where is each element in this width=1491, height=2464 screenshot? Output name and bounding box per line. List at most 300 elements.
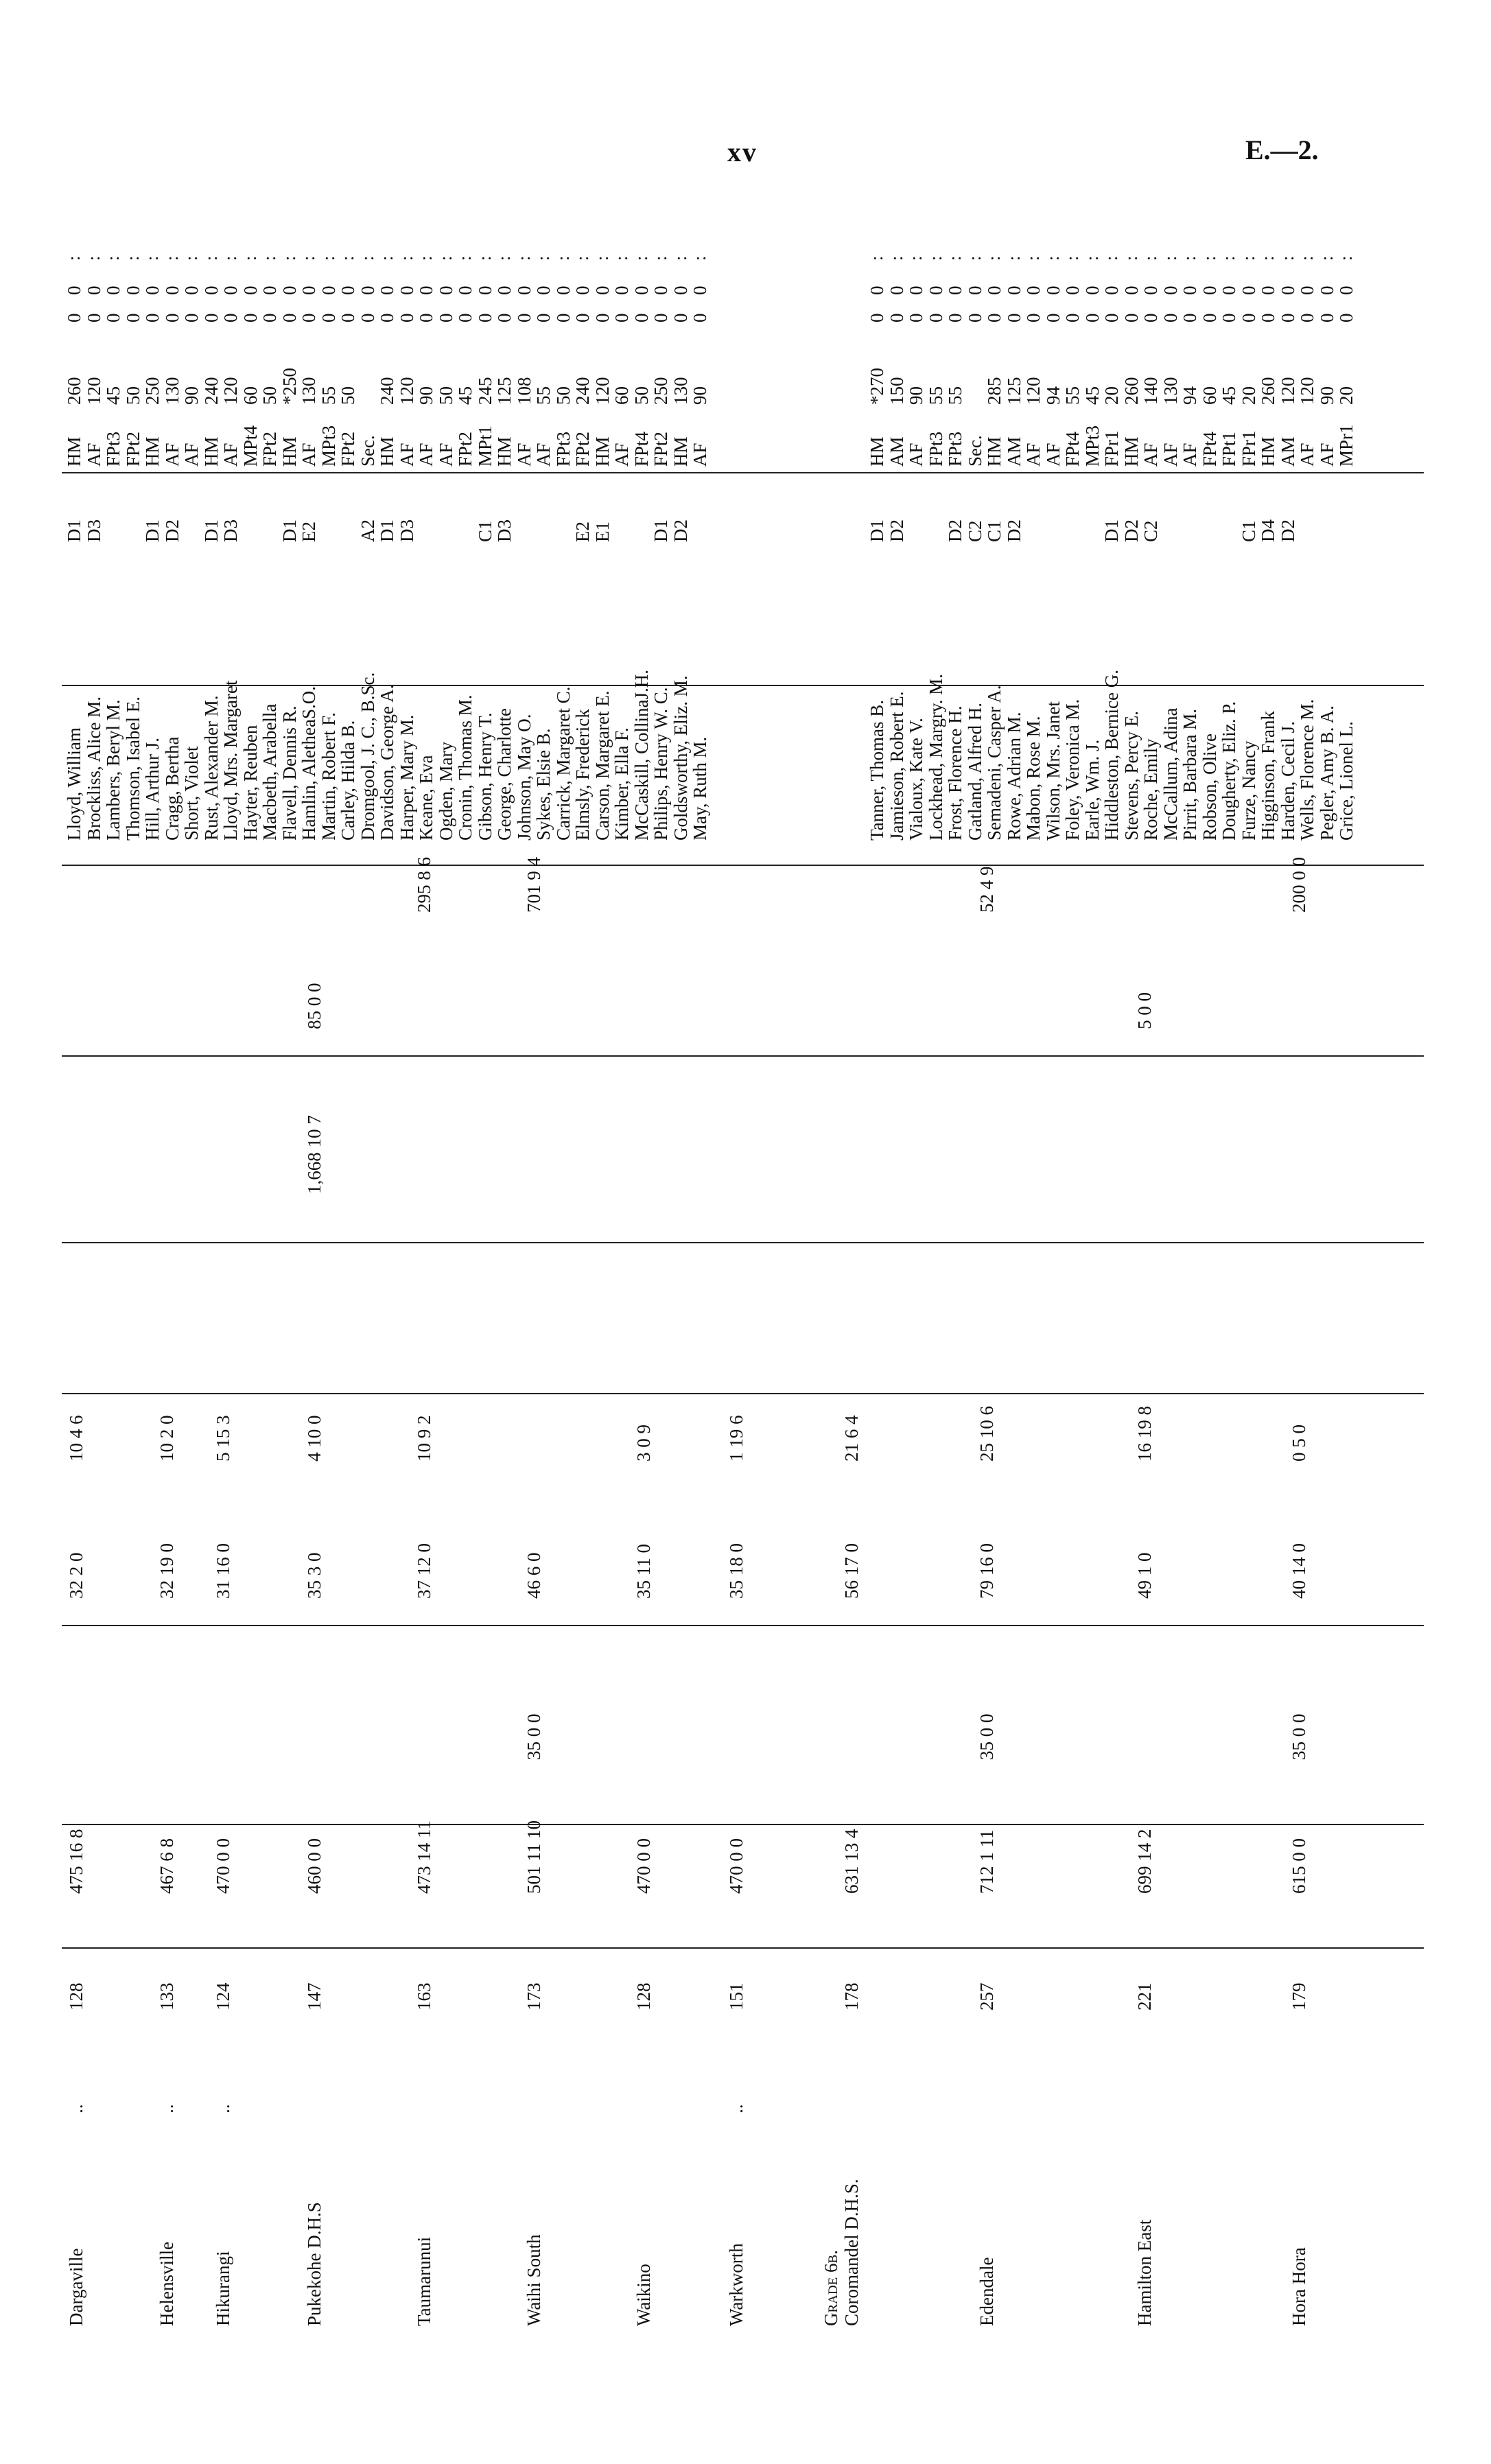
salary-amount: 250 [142,377,163,405]
teacher-name: Dougherty, Eliz. P. [1219,701,1239,841]
salary-amount: 250 [650,377,671,405]
teacher-name: Cronin, Thomas M. [455,694,476,841]
teacher-name: Pegler, Amy B. A. [1316,705,1337,841]
teacher-name: Foley, Veronica M. [1062,699,1083,841]
school-name: Warkworth [726,2243,747,2326]
row-dots: : [631,249,651,261]
salary-pence: 0 [1023,285,1044,295]
row-dots: : [357,249,377,261]
salary-amount: 130 [670,377,691,405]
certificate-class: D2 [1277,519,1298,542]
salary-total: 475 16 8 [66,1829,86,1894]
school-name: Hamilton East [1134,2219,1155,2326]
certificate-class: D1 [64,519,84,542]
salary-pence: 0 [552,285,574,295]
position-code: FPt1 [1219,431,1239,467]
row-dots: : [259,249,279,261]
salary-pence: 0 [259,285,280,295]
salary-amount: 108 [513,377,535,405]
position-code: AF [1297,443,1317,467]
salary-pence: 0 [611,285,632,295]
salary-shillings: 0 [906,313,926,322]
roll-number: 147 [304,1982,325,2010]
row-dots: : [279,249,299,261]
salary-total: 473 14 11 [414,1820,434,1894]
allowance-travel: 32 19 0 [156,1543,177,1599]
school-total-b: 5 0 0 [1134,992,1155,1029]
row-dots: : [1120,249,1141,261]
salary-pence: 0 [1120,285,1142,295]
column-rule [62,1393,1424,1394]
salary-amount: 45 [103,386,124,405]
salary-pence: 0 [1258,285,1278,295]
position-code: FPt2 [455,431,476,467]
salary-amount: 50 [435,386,456,405]
teacher-name: Gibson, Henry T. [474,712,495,841]
salary-amount: 125 [494,377,515,405]
allowance-other: 10 9 2 [414,1415,434,1462]
salary-amount: 45 [1219,386,1239,405]
row-dots: : [494,249,514,261]
salary-amount: 55 [945,386,965,405]
roll-number: 133 [156,1982,177,2010]
certificate-class: C2 [1140,520,1161,542]
salary-amount: 55 [925,386,946,405]
salary-total: 470 0 0 [213,1838,233,1894]
position-code: FPt2 [259,431,280,467]
teacher-name: Goldsworthy, Eliz. M. [670,675,691,841]
salary-pence: 0 [122,285,143,295]
salary-shillings: 0 [1160,313,1181,322]
row-dots: : [1062,249,1082,261]
position-code: HM [64,436,84,467]
position-code: AF [435,443,456,467]
salary-pence: 0 [650,285,671,295]
position-code: AF [1042,443,1064,467]
row-dots: : [455,249,475,261]
position-code: AF [298,443,319,467]
row-dots: : [964,249,985,261]
position-code: FPt2 [572,431,593,467]
salary-pence: 0 [161,285,183,295]
row-dots: : [298,249,318,261]
teacher-name: Hayter, Reuben [239,725,261,841]
position-code: AF [906,443,926,467]
row-dots: : [83,249,104,261]
row-dots: : [552,249,573,261]
salary-shillings: 0 [338,313,358,322]
teacher-name: Sykes, Elsie B. [533,728,554,841]
row-dots: : [650,249,670,261]
roll-number: 257 [976,1982,997,2010]
salary-shillings: 0 [1140,313,1161,322]
position-code: AM [1277,436,1298,467]
certificate-class: E1 [591,521,613,542]
certificate-class: E2 [298,521,319,542]
salary-shillings: 0 [416,313,436,322]
salary-pence: 0 [1081,285,1103,295]
position-code: AF [161,443,183,467]
position-code: AF [611,443,632,467]
position-code: MPt1 [474,425,495,467]
allowance-travel: 56 17 0 [841,1543,862,1599]
salary-pence: 0 [357,285,378,295]
position-code: AF [1160,443,1181,467]
salary-shillings: 0 [318,313,339,322]
roll-number: 128 [66,1982,86,2010]
position-code: FPt4 [631,431,652,467]
teacher-name: Gatland, Alfred H. [964,703,985,841]
certificate-class: D1 [200,519,222,542]
salary-pence: 0 [396,285,417,295]
certificate-class: C1 [984,520,1005,542]
salary-shillings: 0 [650,313,671,322]
teacher-name: Robson, Olive [1199,733,1220,841]
teacher-name: Dromgool, J. C., B.Sc. [357,672,378,841]
position-code: HM [670,436,691,467]
salary-amount: 240 [377,377,397,405]
teacher-name: Carrick, Margaret C. [552,686,574,841]
salary-pence: 0 [867,285,887,295]
salary-amount: *250 [279,368,300,405]
salary-shillings: 0 [984,313,1005,322]
position-code: MPt3 [1081,425,1103,467]
salary-amount: 50 [552,386,574,405]
teacher-name: Elmsly, Frederick [572,709,593,841]
report-code: E.—2. [1245,134,1319,165]
school-name: Edendale [976,2257,997,2326]
row-dots: : [239,249,260,261]
column-rule [62,685,1424,686]
row-dots: : [906,249,926,261]
certificate-class: D1 [650,519,671,542]
salary-amount: 90 [181,386,202,405]
school-name: Coromandel D.H.S. [841,2179,862,2326]
teacher-name: Harper, Mary M. [396,714,417,841]
salary-amount: 20 [1101,386,1122,405]
row-dots: : [925,249,946,261]
salary-pence: 0 [1199,285,1220,295]
allowance-travel: 35 11 0 [633,1544,654,1599]
certificate-class: C1 [1238,520,1259,542]
salary-pence: 0 [142,285,163,295]
salary-shillings: 0 [142,313,163,322]
salary-pence: 0 [103,285,124,295]
salary-total: 460 0 0 [304,1838,325,1894]
teacher-name: Mabon, Rose M. [1023,716,1044,841]
salary-shillings: 0 [1042,313,1064,322]
salary-amount: 55 [533,386,554,405]
certificate-class: D3 [396,519,417,542]
column-rule [62,1824,1424,1825]
allowance-travel: 35 18 0 [726,1543,747,1599]
salary-amount: 90 [416,386,436,405]
salary-pence: 0 [1219,285,1239,295]
position-code: AF [1023,443,1044,467]
salary-shillings: 0 [611,313,632,322]
certificate-class: D4 [1258,519,1278,542]
salary-pence: 0 [200,285,222,295]
allowance-travel: 32 2 0 [66,1552,86,1599]
teacher-name: George, Charlotte [494,708,515,841]
column-rule [62,1055,1424,1057]
salary-amount: 125 [1003,377,1024,405]
certificate-class: D2 [945,519,965,542]
salary-amount: 90 [690,386,710,405]
certificate-class: A2 [357,519,378,542]
row-dots: : [1199,249,1219,261]
allowance-other: 21 6 4 [841,1415,862,1462]
row-dots: : [1238,249,1258,261]
allowance-other: 0 5 0 [1289,1424,1309,1462]
certificate-class: D1 [142,519,163,542]
row-dots: : [690,249,709,261]
teacher-name: Lloyd, Mrs. Margaret [220,680,241,841]
teacher-name: Short, Violet [181,746,202,841]
salary-amount: 60 [611,386,632,405]
salary-pence: 0 [591,285,613,295]
teacher-name: Higginson, Frank [1258,711,1278,841]
school-total-c: 295 8 6 [414,857,434,913]
position-code: AF [513,443,535,467]
salary-shillings: 0 [1179,313,1200,322]
salary-amount: 50 [259,386,280,405]
teacher-name: Hamlin, AletheaS.O. [298,686,319,841]
position-code: FPt3 [552,431,574,467]
salary-shillings: 0 [181,313,202,322]
teacher-name: Furze, Nancy [1238,740,1259,841]
salary-pence: 0 [1316,285,1337,295]
allowance-other: 4 10 0 [304,1415,325,1462]
allowance-other: 10 4 6 [66,1415,86,1462]
salary-pence: 0 [513,285,535,295]
allowance-house: 35 0 0 [976,1713,997,1760]
salary-shillings: 0 [64,313,84,322]
roll-number: 151 [726,1982,747,2010]
column-rule [62,865,1424,866]
row-dots: : [1160,249,1180,261]
salary-amount: 120 [396,377,417,405]
salary-shillings: 0 [1336,313,1357,322]
teacher-name: Lloyd, William [64,727,84,841]
salary-pence: 0 [1042,285,1064,295]
salary-pence: 0 [533,285,554,295]
roll-number: 179 [1289,1982,1309,2010]
position-code: HM [1120,436,1142,467]
salary-amount: 240 [572,377,593,405]
salary-pence: 0 [435,285,456,295]
position-code: HM [200,436,222,467]
salary-shillings: 0 [867,313,887,322]
teacher-name: Frost, Florence H. [945,705,965,841]
salary-shillings: 0 [1316,313,1337,322]
allowance-other: 16 19 8 [1134,1406,1155,1462]
teacher-name: Harden, Cecil J. [1277,721,1298,841]
row-dots: : [670,249,690,261]
salary-amount: 130 [298,377,319,405]
salary-pence: 0 [279,285,300,295]
salary-shillings: 0 [1062,313,1083,322]
salary-total: 631 13 4 [841,1829,862,1894]
position-code: AF [83,443,104,467]
allowance-travel: 37 12 0 [414,1543,434,1599]
salary-pence: 0 [1101,285,1122,295]
school-name: Hikurangi [213,2251,233,2326]
teacher-name: Philips, Henry W. C. [650,687,671,841]
salary-shillings: 0 [1003,313,1024,322]
teacher-name: May, Ruth M. [690,736,710,841]
position-code: FPt2 [650,431,671,467]
salary-shillings: 0 [200,313,222,322]
row-dots: : [1316,249,1337,261]
school-name: Waikino [633,2264,654,2326]
position-code: FPt4 [1062,431,1083,467]
position-code: FPt2 [122,431,143,467]
salary-shillings: 0 [377,313,397,322]
position-code: HM [1258,436,1278,467]
salary-shillings: 0 [533,313,554,322]
salary-shillings: 0 [1023,313,1044,322]
teacher-name: Hiddleston, Bernice G. [1101,670,1122,841]
school-name: Helensville [156,2242,177,2326]
salary-total: 470 0 0 [726,1838,747,1894]
certificate-class: D2 [161,519,183,542]
salary-shillings: 0 [239,313,261,322]
column-rule [62,1242,1424,1243]
allowance-other: 25 10 6 [976,1406,997,1462]
salary-shillings: 0 [474,313,495,322]
salary-amount: 130 [161,377,183,405]
salary-amount: *270 [867,368,887,405]
position-code: AM [886,436,907,467]
teacher-name: Thomson, Isabel E. [122,696,143,841]
salary-shillings: 0 [1081,313,1103,322]
allowance-travel: 40 14 0 [1289,1543,1309,1599]
salary-amount: 245 [474,377,495,405]
row-dots: : [1003,249,1024,261]
row-dots: : [1101,249,1121,261]
salary-shillings: 0 [670,313,691,322]
row-dots: : [1258,249,1278,261]
salary-total: 699 14 2 [1134,1829,1155,1894]
salary-amount: 55 [1062,386,1083,405]
salary-shillings: 0 [103,313,124,322]
position-code: HM [279,436,300,467]
row-dots: : [572,249,592,261]
row-dots: : [1179,249,1199,261]
teacher-name: Roche, Emily [1140,738,1161,841]
position-code: AF [1179,443,1200,467]
teacher-name: Earle, Wm. J. [1081,739,1103,841]
salary-amount: 130 [1160,377,1181,405]
teacher-name: Davidson, George A. [377,684,397,841]
salary-shillings: 0 [964,313,985,322]
salary-amount: 60 [239,386,261,405]
page-number: xv [727,137,758,167]
roll-number: 173 [524,1982,544,2010]
salary-amount: 285 [984,377,1005,405]
roll-number: 221 [1134,1982,1155,2010]
salary-shillings: 0 [513,313,535,322]
certificate-class: D1 [279,519,300,542]
salary-pence: 0 [220,285,241,295]
salary-total: 615 0 0 [1289,1838,1309,1894]
teacher-name: Flavell, Dennis R. [279,705,300,841]
teacher-name: Kimber, Ella F. [611,727,632,841]
position-code: AF [416,443,436,467]
salary-shillings: 0 [886,313,907,322]
position-code: AF [1140,443,1161,467]
position-code: MPt3 [318,425,339,467]
salary-shillings: 0 [455,313,476,322]
position-code: HM [494,436,515,467]
position-code: MPt4 [239,425,261,467]
row-dots: : [474,249,495,261]
position-code: AF [181,443,202,467]
position-code: FPt3 [925,431,946,467]
allowance-travel: 49 1 0 [1134,1552,1155,1599]
salary-pence: 0 [1238,285,1259,295]
school-total-a: 1,668 10 7 [304,1115,325,1194]
salary-amount: 120 [591,377,613,405]
salary-amount: 45 [455,386,476,405]
position-code: HM [984,436,1005,467]
row-dots: : [533,249,553,261]
teacher-name: Carley, Hilda B. [338,720,358,841]
position-code: FPt3 [945,431,965,467]
position-code: Sec. [964,435,985,467]
allowance-travel: 79 16 0 [976,1543,997,1599]
row-dots: : [103,249,123,261]
row-dots: : [1140,249,1160,261]
row-dots: : [122,249,143,261]
salary-pence: 0 [239,285,261,295]
salary-pence: 0 [925,285,946,295]
row-dots: : [161,249,182,261]
column-rule [62,1947,1424,1949]
position-code: AM [1003,436,1024,467]
row-dots: : [396,249,416,261]
teacher-name: Rust, Alexander M. [200,695,222,841]
roll-number: 163 [414,1982,434,2010]
school-name: Taumarunui [414,2236,434,2326]
row-dots: : [886,249,906,261]
salary-amount: 260 [1120,377,1142,405]
allowance-other: 5 15 3 [213,1415,233,1462]
row-dots: : [377,249,397,261]
salary-shillings: 0 [122,313,143,322]
roll-number: 124 [213,1982,233,2010]
teacher-name: Rowe, Adrian M. [1003,712,1024,841]
salary-pence: 0 [886,285,907,295]
salary-shillings: 0 [435,313,456,322]
certificate-class: D1 [867,519,887,542]
position-code: AF [220,443,241,467]
position-code: HM [591,436,613,467]
leader-dots: .. [156,2104,177,2113]
teacher-name: Grice, Lionel L. [1336,721,1357,841]
teacher-name: Wells, Florence M. [1297,699,1317,841]
position-code: HM [142,436,163,467]
position-code: AF [1316,443,1337,467]
row-dots: : [513,249,534,261]
salary-amount: 90 [1316,386,1337,405]
row-dots: : [318,249,338,261]
certificate-class: D1 [377,519,397,542]
salary-amount: 20 [1238,386,1259,405]
certificate-class: D2 [670,519,691,542]
salary-amount: 45 [1081,386,1103,405]
